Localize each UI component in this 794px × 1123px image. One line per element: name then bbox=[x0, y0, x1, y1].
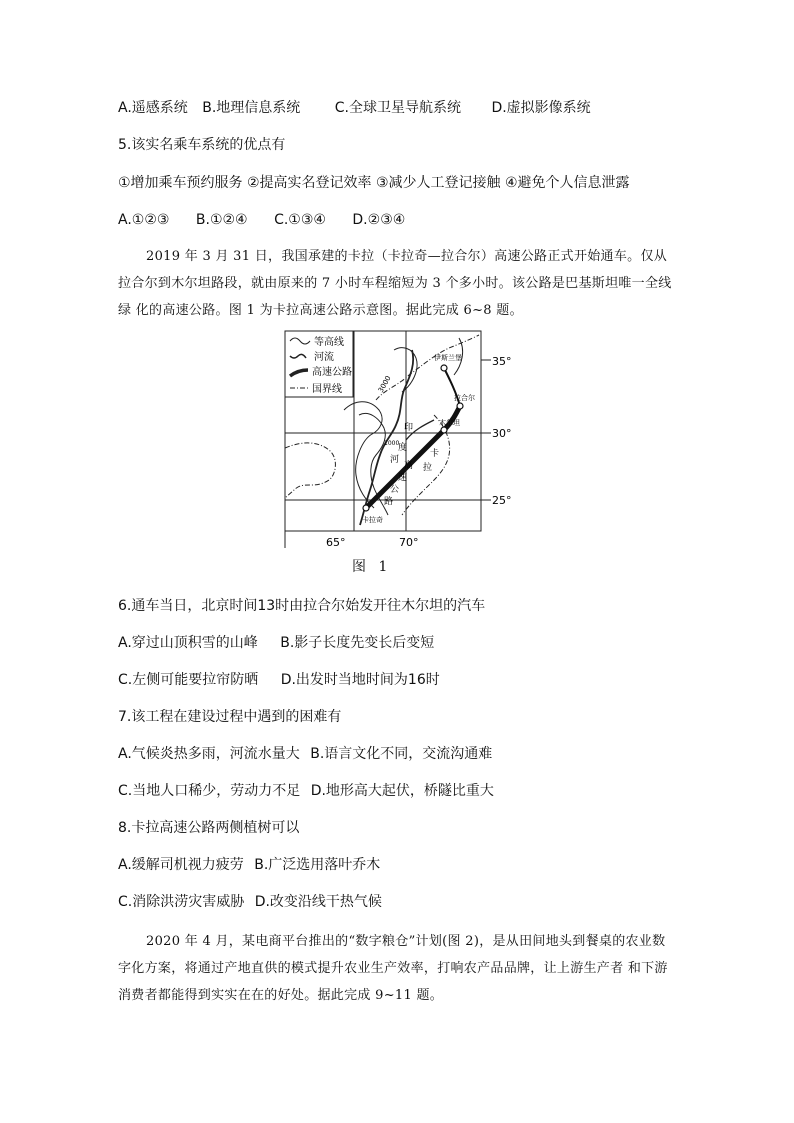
q5-options bbox=[118, 210, 433, 230]
lat-label-35: 35° bbox=[492, 355, 512, 368]
q5-option-a: A.①②③ bbox=[118, 212, 170, 228]
lon-label-70: 70° bbox=[399, 536, 419, 549]
q8-row-2 bbox=[118, 892, 410, 912]
q4-option-c: C.全球卫星导航系统 bbox=[334, 100, 461, 116]
label-multan: 木尔坦 bbox=[439, 419, 460, 427]
q6-option-d: D.出发时当地时间为16时 bbox=[280, 672, 440, 688]
legend-contour: 等高线 bbox=[314, 337, 344, 348]
road-char-3: 高 bbox=[404, 461, 414, 471]
border-west bbox=[285, 443, 335, 498]
river-char-3: 河 bbox=[390, 455, 400, 465]
road-char-2: 拉 bbox=[423, 463, 433, 473]
city-islamabad-marker bbox=[441, 365, 447, 371]
q5-items: ①增加乘车预约服务 ②提高实名登记效率 ③减少人工登记接触 ④避免个人信息泄露 bbox=[118, 175, 630, 191]
city-multan-marker bbox=[441, 427, 447, 433]
q7-option-d: D.地形高大起伏，桥隧比重大 bbox=[310, 783, 494, 799]
river-char-2: 度 bbox=[398, 443, 408, 453]
road-char-5: 公 bbox=[390, 485, 400, 495]
road-char-4: 速 bbox=[398, 473, 408, 483]
q5-option-d: D.②③④ bbox=[352, 212, 406, 228]
q7-row-2 bbox=[118, 781, 522, 801]
q8-option-c: C.消除洪涝灾害威胁 bbox=[118, 894, 245, 910]
legend-river: 河流 bbox=[314, 352, 334, 363]
q6-option-b: B.影子长度先变长后变短 bbox=[280, 635, 435, 651]
q7-stem: 7.该工程在建设过程中遇到的困难有 bbox=[118, 709, 342, 725]
label-karachi: 卡拉奇 bbox=[362, 516, 383, 524]
label-lahore: 拉合尔 bbox=[454, 394, 475, 402]
road-char-6: 路 bbox=[384, 497, 394, 507]
figure-1-caption: 图 1 bbox=[352, 559, 392, 575]
river-char-1: 印 bbox=[404, 423, 414, 433]
lat-label-30: 30° bbox=[492, 427, 512, 440]
passage-digital-granary: 2020 年 4 月，某电商平台推出的“数字粮仓”计划(图 2)，是从田间地头到餐桌的农业数字化方案，将通过产地直供的模式提升农业生产效率，打响农产品品牌，让上游生产者 和下游消费者都能得到实实在在的好处。据此完成 9~11 题。 bbox=[118, 934, 668, 1003]
legend-highway: 高速公路 bbox=[312, 367, 352, 378]
q8-row-1 bbox=[118, 855, 408, 875]
road-char-1: 卡 bbox=[430, 449, 440, 459]
q7-option-a: A.气候炎热多雨，河流水量大 bbox=[118, 746, 300, 762]
q7-option-b: B.语言文化不同，交流沟通难 bbox=[310, 746, 493, 762]
city-lahore-marker bbox=[457, 403, 463, 409]
q4-option-d: D.虚拟影像系统 bbox=[491, 100, 591, 116]
figure-1-map bbox=[284, 330, 524, 550]
q4-option-b: B.地理信息系统 bbox=[202, 100, 301, 116]
q6-row-1 bbox=[118, 633, 462, 653]
q8-option-b: B.广泛选用落叶乔木 bbox=[254, 857, 381, 873]
q6-option-a: A.穿过山顶积雪的山峰 bbox=[118, 635, 258, 651]
q5-option-b: B.①②④ bbox=[195, 212, 248, 228]
q5-option-c: C.①③④ bbox=[274, 212, 326, 228]
passage-karachi-lahore-highway: 2019 年 3 月 31 日，我国承建的卡拉（卡拉奇—拉合尔）高速公路正式开始通车。仅从拉合尔到木尔坦路段，就由原来的 7 小时车程缩短为 3 个多小时。该公路是巴基斯坦唯一全线绿 化的高速公路。图 1 为卡拉高速公路示意图。据此完成 6~8 题。 bbox=[118, 249, 672, 318]
legend-border: 国界线 bbox=[312, 384, 342, 395]
q8-stem: 8.卡拉高速公路两侧植树可以 bbox=[118, 820, 300, 836]
border-north bbox=[376, 335, 479, 400]
label-islamabad: 伊斯兰堡 bbox=[434, 354, 462, 362]
q8-option-a: A.缓解司机视力疲劳 bbox=[118, 857, 244, 873]
lon-label-65: 65° bbox=[326, 536, 346, 549]
q6-stem: 6.通车当日，北京时间13时由拉合尔始发开往木尔坦的汽车 bbox=[118, 598, 486, 614]
q7-row-1 bbox=[118, 744, 520, 764]
q6-row-2 bbox=[118, 670, 468, 690]
label-contour-3000: 3000 bbox=[376, 374, 393, 394]
lat-label-25: 25° bbox=[492, 494, 512, 507]
q4-option-a: A.遥感系统 bbox=[118, 100, 188, 116]
city-karachi-marker bbox=[363, 505, 369, 511]
q6-option-c: C.左侧可能要拉帘防晒 bbox=[118, 672, 259, 688]
q7-option-c: C.当地人口稀少，劳动力不足 bbox=[118, 783, 301, 799]
label-contour-1000: 1000 bbox=[384, 440, 400, 447]
q8-option-d: D.改变沿线干热气候 bbox=[254, 894, 382, 910]
q4-options bbox=[118, 98, 619, 118]
q5-stem: 5.该实名乘车系统的优点有 bbox=[118, 137, 286, 153]
